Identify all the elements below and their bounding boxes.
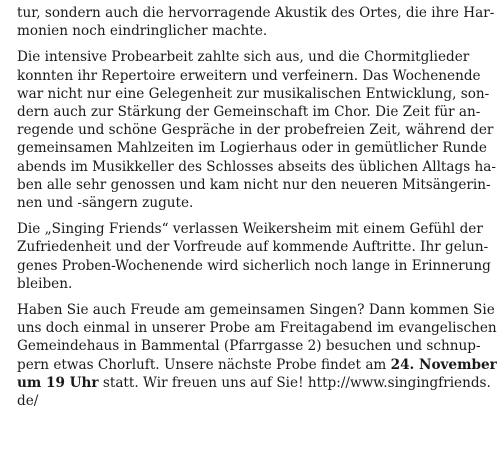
article-body — [17, 4, 497, 418]
text-segment: statt. Wir freuen uns auf Sie! http://www.singingfriends. — [98, 374, 491, 391]
next-rehearsal-date: 24. November — [390, 356, 497, 373]
text-line — [17, 374, 491, 392]
text-line: gemeinsamen Mahlzeiten im Logierhaus oder in gemütlicher Runde — [17, 140, 487, 157]
text-segment: pern etwas Chorluft. Unsere nächste Probe findet am — [17, 356, 391, 373]
paragraph-rehearsal — [17, 48, 496, 212]
text-line: monien noch eindringlicher machte. — [17, 23, 268, 40]
paragraph-acoustics — [17, 4, 495, 40]
paragraph-departure — [17, 220, 491, 293]
website-url-end: de/ — [17, 393, 39, 410]
text-line — [17, 356, 497, 374]
text-line: war nicht nur eine Gelegenheit zur musikalischen Entwicklung, son- — [17, 85, 490, 102]
text-line: konnten ihr Repertoire erweitern und verfeinern. Das Wochenende — [17, 67, 481, 84]
text-line: Gemeindehaus in Bammental (Pfarrgasse 2) besuchen und schnup- — [17, 338, 481, 355]
text-line: regende und schöne Gespräche in der probefreien Zeit, während der — [17, 122, 494, 139]
next-rehearsal-time: um 19 Uhr — [17, 374, 99, 391]
text-line: abends im Musikkeller des Schlosses abseits des üblichen Alltags ha- — [17, 158, 496, 175]
text-line: tur, sondern auch die hervorragende Akustik des Ortes, die ihre Har- — [17, 5, 495, 21]
text-line: ben alle sehr genossen und kam nicht nur den neueren Mitsängerin- — [17, 176, 491, 193]
text-line: uns doch einmal in unserer Probe am Freitagabend im evangelischen — [17, 320, 497, 337]
text-line: bleiben. — [17, 275, 73, 292]
text-line: Die intensive Probearbeit zahlte sich aus, und die Chormitglieder — [17, 49, 470, 66]
text-line: genes Proben-Wochenende wird sicherlich noch lange in Erinnerung — [17, 257, 491, 274]
text-line: dern auch zur Stärkung der Gemeinschaft im Chor. Die Zeit für an- — [17, 104, 481, 121]
paragraph-invitation — [17, 301, 497, 410]
text-line: nen und -sängern zugute. — [17, 195, 194, 212]
text-line: Haben Sie auch Freude am gemeinsamen Singen? Dann kommen Sie — [17, 302, 495, 319]
text-line: Die „Singing Friends“ verlassen Weikersheim mit einem Gefühl der — [17, 221, 483, 238]
text-line: Zufriedenheit und der Vorfreude auf kommende Auftritte. Ihr gelun- — [17, 239, 489, 256]
